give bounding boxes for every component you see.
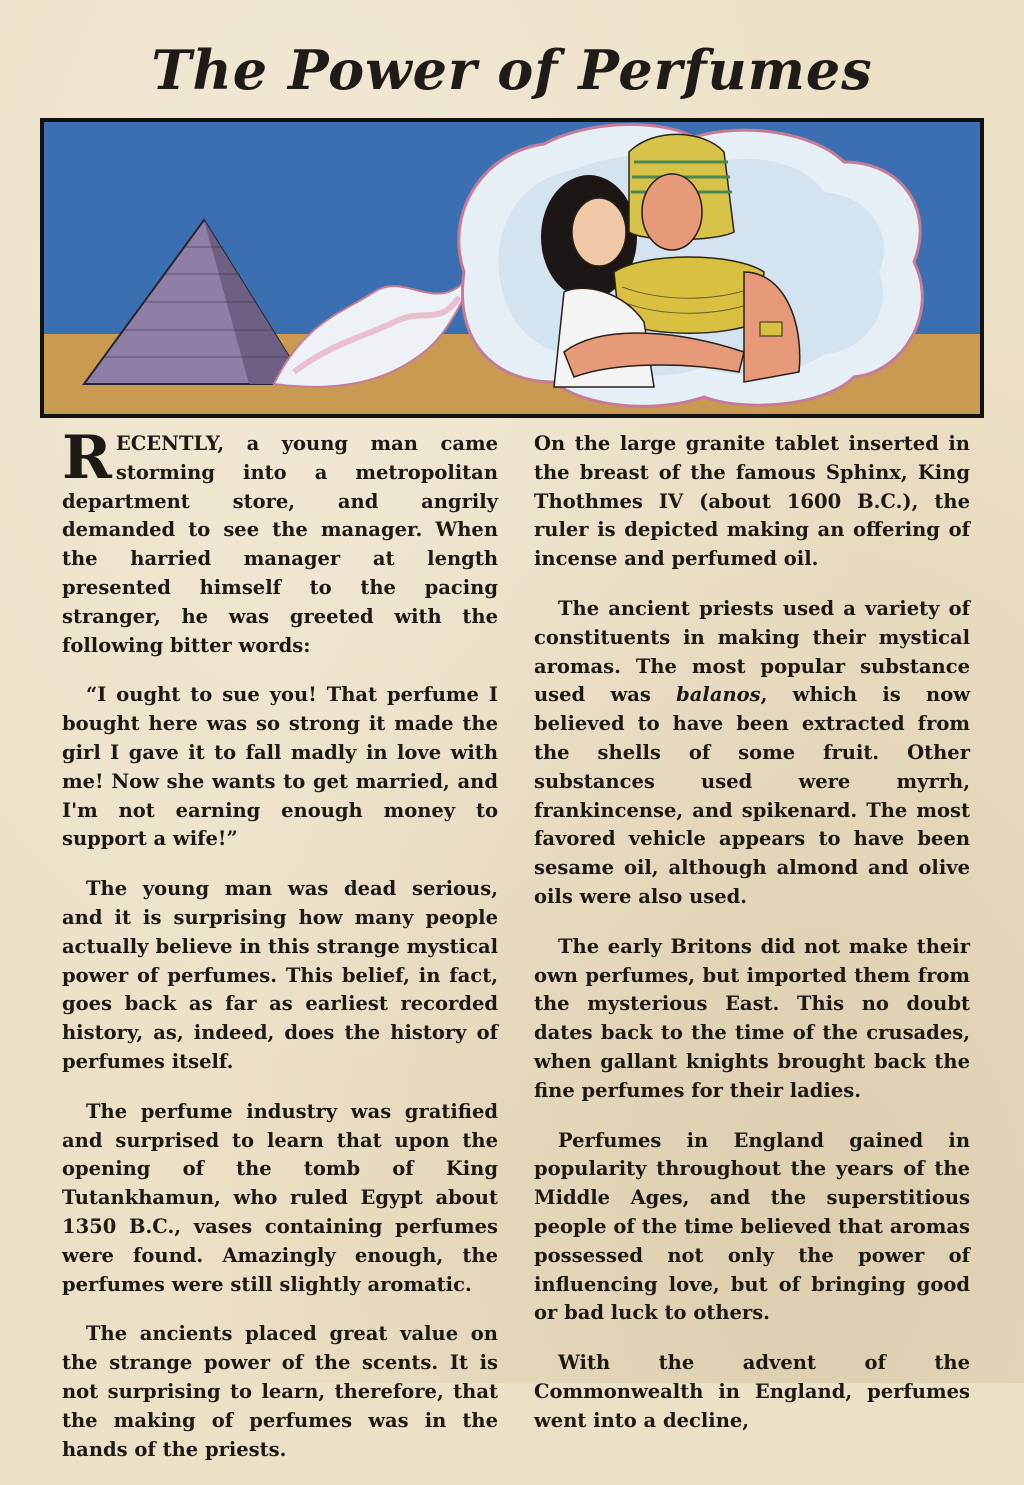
paragraph: On the large granite tablet inserted in the breast of the famous Sphinx, King Thothmes IV (about 1600 B.C.), the ruler is depicted making an offering of incense and perfumed oil. [534,432,970,571]
italic-term: balanos [676,683,761,707]
paragraph [534,595,970,912]
paragraph: The ancients placed great value on the strange power of the scents. It is not surprising to learn, therefore, that the making of perfumes was in the hands of the priests. [62,1322,498,1461]
drop-cap: R [62,423,112,493]
paragraph-text: , which is now believed to have been extracted from the shells of some fruit. Other substances used were myrrh, frankincense, and spikenard. The most favored vehicle appears to have been sesame oil, although almond and olive oils were also used. [534,683,970,908]
illustration [44,122,980,414]
paragraph: Perfumes in England gained in popularity throughout the years of the Middle Ages, and the superstitious people of the time believed that aromas possessed not only the power of influencing love, but of bringing good or bad luck to others. [534,1128,970,1325]
paragraph: The early Britons did not make their own perfumes, but imported them from the mysterious East. This no doubt dates back to the time of the crusades, when gallant knights brought back the fine perfumes for their ladies. [534,934,970,1102]
paragraph [62,423,498,660]
paragraph: The young man was dead serious, and it is surprising how many people actually believe in this strange mystical power of perfumes. This belief, in fact, goes back as far as earliest recorded history, as, indeed, does the history of perfumes itself. [62,877,498,1073]
page-title: The Power of Perfumes [151,38,873,102]
paragraph: With the advent of the Commonwealth in England, perfumes went into a decline, [534,1351,970,1432]
left-column [62,423,498,1485]
paragraph-text: ECENTLY, a young man came storming into a metropolitan department store, and angrily demanded to see the manager. When the harried manager at length presented himself to the pacing stranger, he was greeted with the following bitter words: [62,432,498,657]
right-column [534,430,970,1457]
paragraph: The perfume industry was gratified and surprised to learn that upon the opening of the tomb of King Tutankhamun, who ruled Egypt about 1350 B.C., vases containing perfumes were found. Amazingly enough, the perfumes were still slightly aromatic. [62,1099,498,1296]
paragraph-text: The ancient priests used a variety of constituents in making their mystical aromas. The most popular substance used was [534,596,970,707]
paragraph: “I ought to sue you! That perfume I bought here was so strong it made the girl I gave it to fall madly in love with me! Now she wants to get married, and I'm not earning enough money to support a wife!” [62,683,498,851]
illustration-panel [40,118,984,418]
